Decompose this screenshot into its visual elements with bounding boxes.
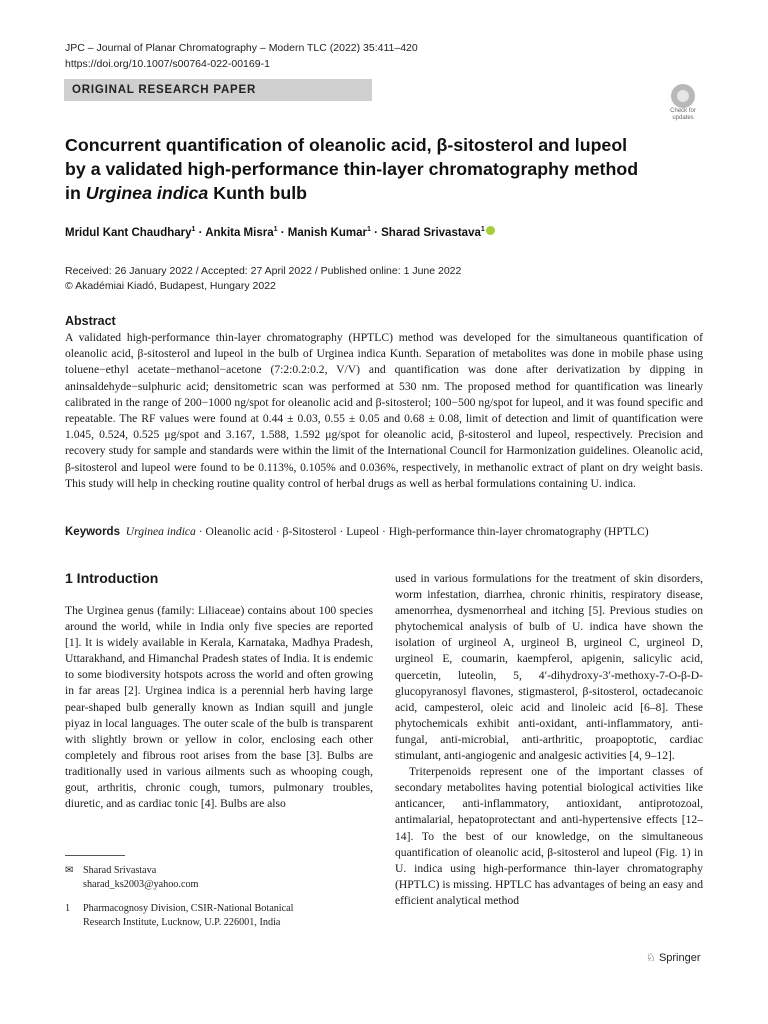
author-name[interactable]: Mridul Kant Chaudhary [65, 227, 192, 239]
title-line-2: by a validated high-performance thin-layer chromatography method [65, 159, 639, 179]
footnote-divider [65, 855, 125, 856]
history-dates: Received: 26 January 2022 / Accepted: 27 April 2022 / Published online: 1 June 2022 [65, 265, 462, 277]
body-column-right [395, 571, 703, 909]
paragraph: Triterpenoids represent one of the important classes of secondary metabolites having potential biological activities like anticancer, anti-inflammatory, antioxidant, antiprotozoal, antimalarial, hepatoprotectant and anti-hypertensive effects [12–14]. To the best of our knowledge, on the simultaneous quantification of oleanolic acid, β-sitosterol and lupeol (Fig. 1) in U. indica using high-performance thin-layer chromatography (HPTLC) is missing. HPTLC has advantages of being an easy and efficient analytical method [395, 765, 703, 907]
title-line-1: Concurrent quantification of oleanolic acid, β-sitosterol and lupeol [65, 135, 628, 155]
abstract-heading: Abstract [65, 314, 116, 328]
keywords-label: Keywords [65, 526, 120, 538]
copyright: © Akadémiai Kiadó, Budapest, Hungary 2022 [65, 280, 276, 292]
journal-citation: JPC – Journal of Planar Chromatography – Modern TLC (2022) 35:411–420 [65, 42, 418, 54]
section-heading: 1 Introduction [65, 570, 159, 586]
author-name[interactable]: Ankita Misra [205, 227, 274, 239]
paper-title [65, 133, 665, 205]
paragraph: The Urginea genus (family: Liliaceae) contains about 100 species around the world, while in India only five species are reported [1]. It is widely available in Kerala, Karnataka, Madhya Pradesh, Uttarakhand, and Himanchal Pradesh states of India. It is endemic to some biodiversity hotspots across the world and often growing in far areas [2]. Urginea indica is a perennial herb having large pear-shaped bulb generally known as Indian squill and jungle piyaz in local languages. The outer scale of the bulb is transparent with slightly brown or yellow in color, enclosing each other completely and fibrous root arises from the base [3]. Bulbs are traditionally used in various ailments such as whooping cough, gout, arthritis, chronic cough, tumors, pulmonary troubles, diuretic, and as cardiac tonic [4]. Bulbs are also [65, 604, 373, 811]
orcid-icon[interactable] [486, 226, 495, 235]
author-email[interactable]: sharad_ks2003@yahoo.com [83, 879, 199, 890]
check-updates-icon [671, 84, 695, 108]
affiliation-footnote: 1 Pharmacognosy Division, CSIR-National Botanical Research Institute, Lucknow, U.P. 226001, India [65, 903, 294, 928]
title-line-3: in Urginea indica Kunth bulb [65, 183, 308, 203]
body-column-left [65, 603, 373, 812]
check-updates-label: Check for updates [670, 108, 696, 121]
publication-dates [65, 264, 461, 294]
check-for-updates-badge[interactable] [664, 84, 702, 122]
author-name[interactable]: Manish Kumar [287, 227, 367, 239]
publisher-logo: ♘ Springer [646, 952, 701, 964]
envelope-icon: ✉ [65, 865, 74, 876]
abstract-text: A validated high-performance thin-layer chromatography (HPTLC) method was developed for the simultaneous quantification of oleanolic acid, β-sitosterol and lupeol in the bulb of Urginea indica Kunth. Separation of metabolites was done in mobile phase using toluene−ethyl acetate−methanol−acetone (7:2:0.2:0.2, V/V) and quantification was done after derivatization by dipping in aninsaldehyde−sulphuric acid; densitometric scan was performed at 530 nm. The proposed method for quantification was linearly calibrated in the range of 200−1000 ng/spot for oleanolic acid and β-sitosterol; 100−500 ng/spot for lupeol, and it was found specific and repeatable. The RF values were found at 0.44 ± 0.03, 0.55 ± 0.05 and 0.68 ± 0.08, limit of detection and limit of quantification were 1.045, 0.524, 0.525 μg/spot and 3.167, 1.588, 1.592 μg/spot for oleanolic acid, β-sitosterol and lupeol, respectively. Precision and recovery study for sample and standards were within the limit of the International Council for Harmonization guidelines. Oleanolic acid, β-sitosterol and lupeol were found to be 0.113%, 0.105% and 0.036%, respectively, in methanolic extract of plant on dry weight basis. This study will help in checking routine quality control of herbal drugs as well as herbal formulations containing U. indica. [65, 331, 703, 490]
paragraph: used in various formulations for the treatment of skin disorders, worm infestation, diarrhea, chronic rhinitis, respiratory disease, amenorrhea, dysmenorrheal and itching [5]. Previous studies on phytochemical analysis of bulb of U. indica have shown the isolation of urgineol A, urgineol B, urgineol C, urgineol D, urgineol E, coumarin, kaempferol, apigenin, salicylic acid, quercetin, luteolin, 5, 4′-dihydroxy-3′-methoxy-7-O-β-D-glucopyranosyl flavones, stigmasterol, β-sitosterol, octadecanoic acid, campesterol, oleic acid and linoleic acid [6–8]. These phytochemicals exhibit anti-oxidant, anti-inflammatory, anti-fungal, anti-microbial, anti-arthritic, proapoptotic, cardiac stimulant, anti-angiogenic and analgesic activities [4, 9–12]. [395, 572, 703, 763]
article-type-banner: ORIGINAL RESEARCH PAPER [64, 79, 372, 101]
author-list: Mridul Kant Chaudhary$^1$ · Ankita Misra$^1$ · Manish Kumar$^1$ · Sharad Srivastava$^1$ [65, 226, 495, 239]
doi-link[interactable]: https://doi.org/10.1007/s00764-022-00169-1 [65, 58, 270, 70]
keywords: Keywords Urginea indica · Oleanolic acid · β-Sitosterol · Lupeol · High-performance thin-layer chromatography (HPTLC) [65, 525, 649, 538]
corresponding-author-footnote: ✉ Sharad Srivastava sharad_ks2003@yahoo.com [65, 865, 199, 890]
springer-horse-icon: ♘ [646, 952, 656, 964]
journal-header [65, 40, 418, 72]
author-name[interactable]: Sharad Srivastava [381, 227, 481, 239]
